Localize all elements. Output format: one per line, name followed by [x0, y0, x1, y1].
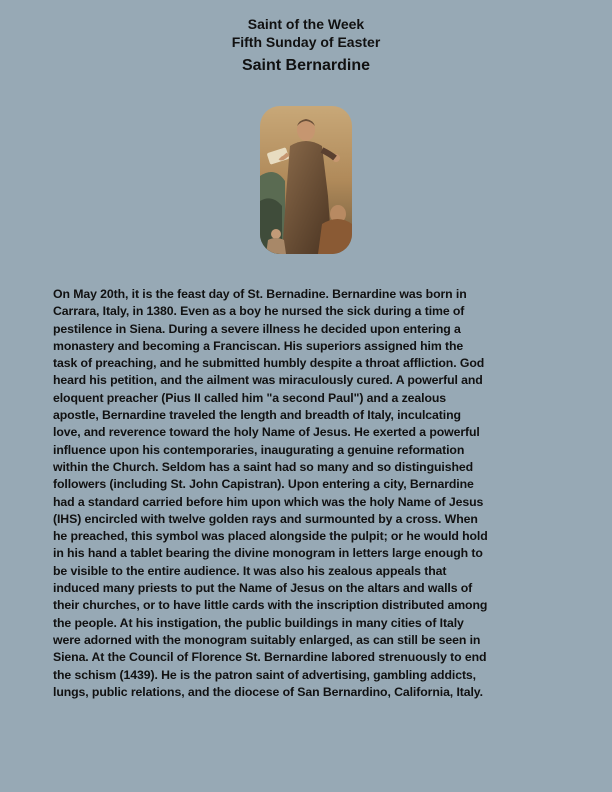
saint-portrait-image — [260, 106, 352, 254]
occasion-title: Fifth Sunday of Easter — [231, 34, 381, 50]
article-body: On May 20th, it is the feast day of St. Bernadine. Bernardine was born in Carrara, Italy, in 1380. Even as a boy he nursed the sick during a time of pestilence in Siena. During a severe illness he decided upon entering a monastery and becoming a Franciscan. His superiors assigned him the task of preaching, and he submitted humbly despite a throat affliction. God heard his petition, and the ailment was miraculously cured. A powerful and eloquent preacher (Pius II called him "a second Paul") and a zealous apostle, Bernardine traveled the length and breadth of Italy, inculcating love, and reverence toward the holy Name of Jesus. He exerted a powerful influence upon his contemporaries, inaugurating a genuine reformation within the Church. Seldom has a saint had so many and so distinguished followers (including St. John Capistran). Upon entering a city, Bernardine had a standard carried before him upon which was the holy Name of Jesus (IHS) encircled with twelve golden rays and surmounted by a cross. When he preached, this symbol was placed alongside the pulpit; or he would hold in his hand a tablet bearing the divine monogram in letters large enough to be visible to the entire audience. It was also his zealous appeals that induced many priests to put the Name of Jesus on the altars and walls of their churches, or to have little cards with the inscription distributed among the people. At his instigation, the public buildings in many cities of Italy were adorned with the monogram suitably enlarged, as can still be seen in Siena. At the Council of Florence St. Bernardine labored strenuously to end the schism (1439). He is the patron saint of advertising, gambling addicts, lungs, public relations, and the diocese of San Bernardino, California, Italy. — [53, 287, 488, 699]
saint-name-title: Saint Bernardine — [241, 57, 371, 74]
page-header — [0, 15, 612, 76]
portrait-painting — [260, 106, 352, 254]
feature-label: Saint of the Week — [247, 16, 365, 32]
